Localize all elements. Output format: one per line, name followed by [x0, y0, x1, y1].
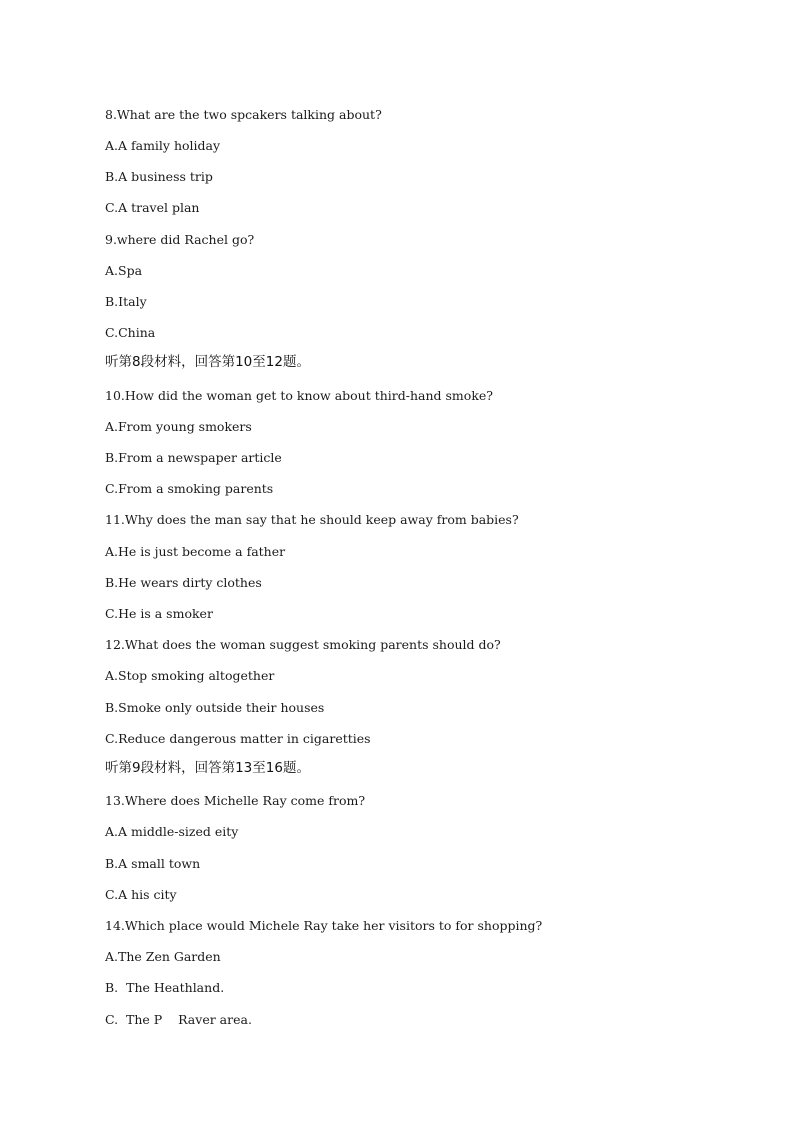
option-13c: C.A his city [105, 887, 177, 902]
question-10: 10.How did the woman get to know about third-hand smoke? [105, 388, 493, 403]
option-11c: C.He is a smoker [105, 606, 213, 621]
option-11b: B.He wears dirty clothes [105, 575, 262, 590]
option-9c: C.China [105, 325, 156, 340]
option-14b: B. The Heathland. [105, 980, 225, 995]
section-heading-9: 听第9段材料，回答第13至16题。 [105, 760, 310, 776]
option-12c: C.Reduce dangerous matter in cigaretties [105, 731, 371, 746]
section-heading-8: 听第8段材料，回答第10至12题。 [105, 354, 310, 370]
option-14c: C. The P Raver area. [105, 1012, 252, 1027]
option-8a: A.A family holiday [105, 138, 221, 153]
option-13a: A.A middle-sized eity [105, 824, 239, 839]
option-13b: B.A small town [105, 856, 201, 871]
option-8c: C.A travel plan [105, 200, 200, 215]
question-13: 13.Where does Michelle Ray come from? [105, 793, 366, 808]
option-8b: B.A business trip [105, 169, 213, 184]
question-12: 12.What does the woman suggest smoking parents should do? [105, 637, 501, 652]
option-12b: B.Smoke only outside their houses [105, 700, 325, 715]
option-10c: C.From a smoking parents [105, 481, 274, 496]
option-14a: A.The Zen Garden [105, 949, 221, 964]
question-8: 8.What are the two spcakers talking about? [105, 107, 382, 122]
question-14: 14.Which place would Michele Ray take her visitors to for shopping? [105, 918, 543, 933]
option-9a: A.Spa [105, 263, 143, 278]
option-10a: A.From young smokers [105, 419, 252, 434]
option-10b: B.From a newspaper article [105, 450, 282, 465]
option-9b: B.Italy [105, 294, 147, 309]
option-12a: A.Stop smoking altogether [105, 668, 275, 683]
question-9: 9.where did Rachel go? [105, 232, 255, 247]
option-11a: A.He is just become a father [105, 544, 286, 559]
question-11: 11.Why does the man say that he should keep away from babies? [105, 512, 519, 527]
